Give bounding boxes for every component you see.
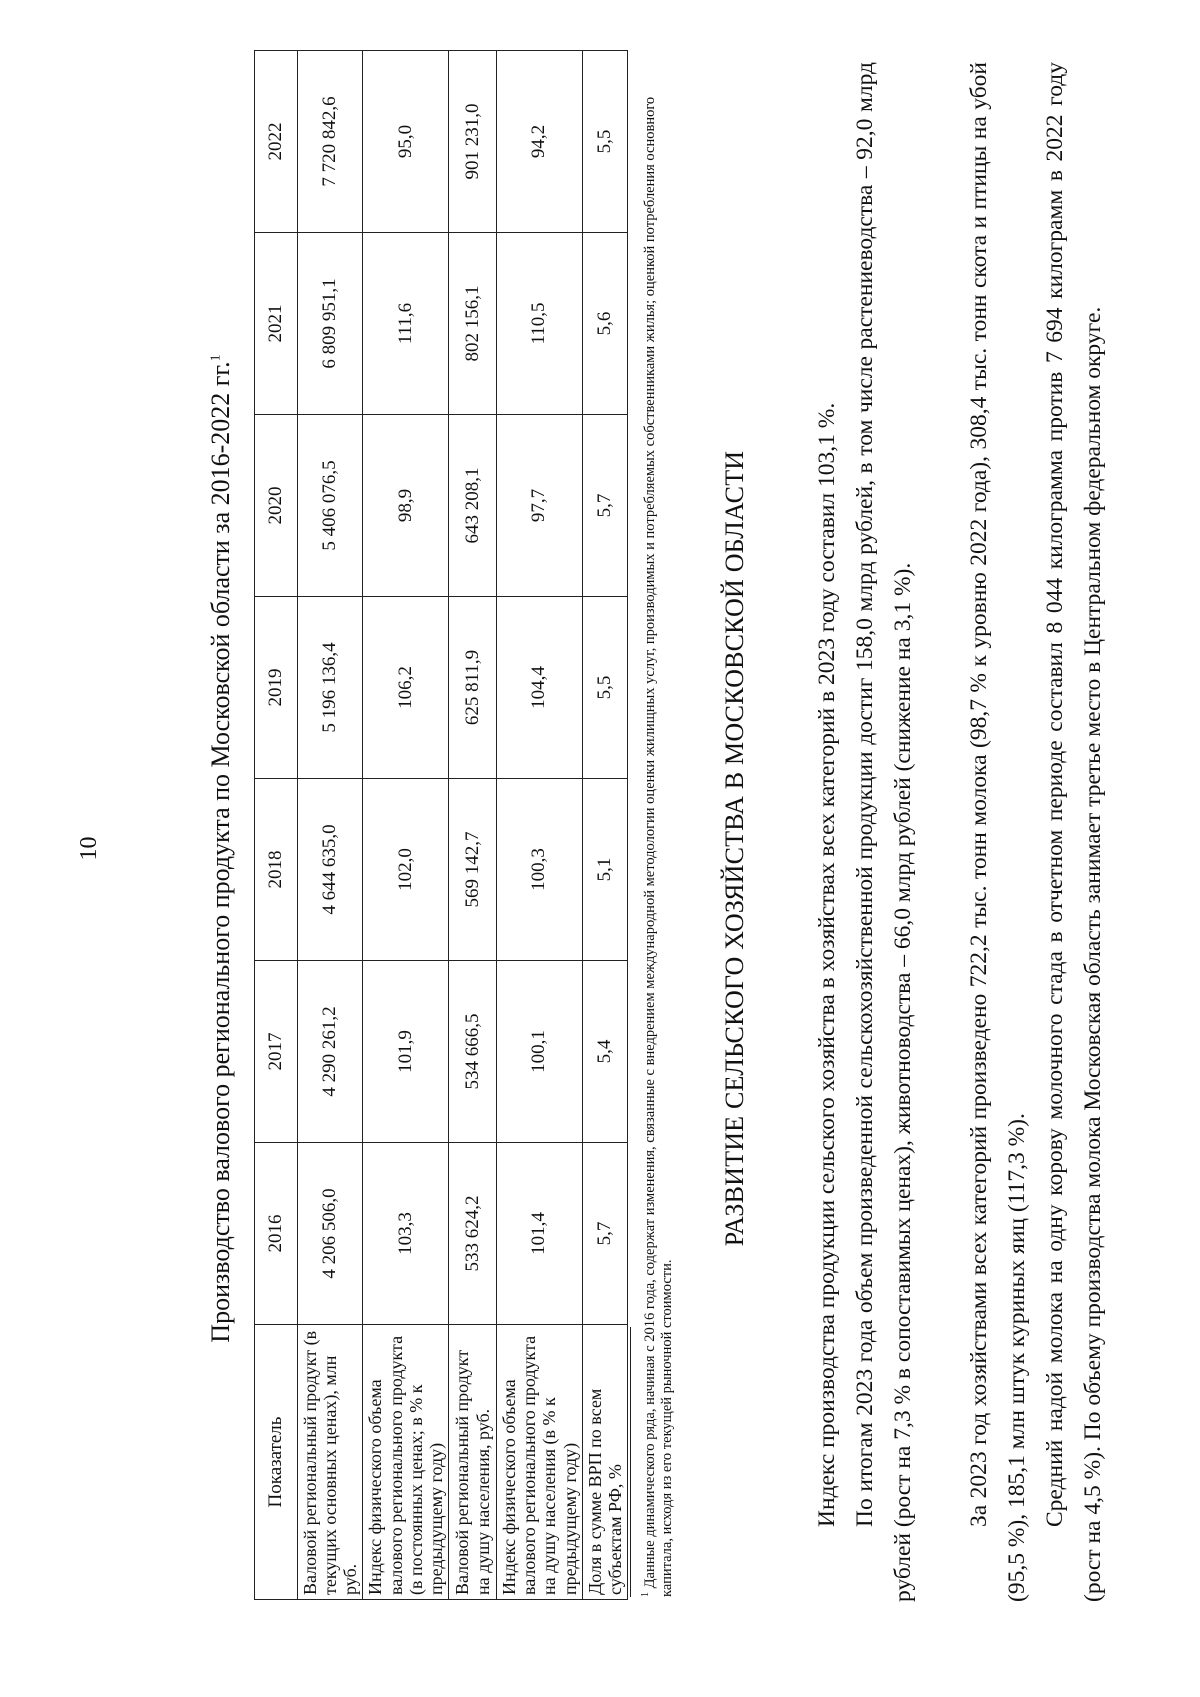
table-cell: 5 406 076,5 (298, 415, 363, 597)
table-row (298, 51, 363, 1600)
table-cell: 6 809 951,1 (298, 233, 363, 415)
table-cell: 103,3 (363, 1143, 449, 1325)
table-cell: 4 644 635,0 (298, 779, 363, 961)
paragraph (960, 62, 1036, 1602)
table-header-row (255, 51, 298, 1600)
table-cell: 101,9 (363, 961, 449, 1143)
table-cell: 95,0 (363, 51, 449, 233)
table-row (582, 51, 627, 1600)
table-cell: 5,6 (582, 233, 627, 415)
table-cell: 101,4 (497, 1143, 583, 1325)
table-cell: 533 624,2 (449, 1143, 497, 1325)
table-cell: 98,9 (363, 415, 449, 597)
row-label: Индекс физического объема валового регионального продукта (в постоянных ценах; в % к предыдущему году) (363, 1325, 449, 1600)
table-cell: 625 811,9 (449, 597, 497, 779)
section-heading: РАЗВИТИЕ СЕЛЬСКОГО ХОЗЯЙСТВА В МОСКОВСКОЙ ОБЛАСТИ (720, 450, 749, 1247)
table-cell: 5,4 (582, 961, 627, 1143)
table-cell: 4 206 506,0 (298, 1143, 363, 1325)
table-cell: 111,6 (363, 233, 449, 415)
table-title (206, 0, 236, 1697)
header-indicator: Показатель (255, 1325, 298, 1600)
table-cell: 569 142,7 (449, 779, 497, 961)
table-cell: 5,5 (582, 51, 627, 233)
gdp-table (254, 50, 628, 1600)
header-year: 2018 (255, 779, 298, 961)
table-cell: 534 666,5 (449, 961, 497, 1143)
row-label: Валовой региональный продукт на душу населения, руб. (449, 1325, 497, 1600)
table-cell: 802 156,1 (449, 233, 497, 415)
row-label: Валовой региональный продукт (в текущих основных ценах), млн руб. (298, 1325, 363, 1600)
table-cell: 5,7 (582, 415, 627, 597)
table-cell: 100,3 (497, 779, 583, 961)
header-year: 2021 (255, 233, 298, 415)
table-cell: 102,0 (363, 779, 449, 961)
table-cell: 5,1 (582, 779, 627, 961)
header-year: 2022 (255, 51, 298, 233)
table-cell: 5 196 136,4 (298, 597, 363, 779)
table-cell: 4 290 261,2 (298, 961, 363, 1143)
table-cell: 110,5 (497, 233, 583, 415)
header-year: 2017 (255, 961, 298, 1143)
table-cell: 97,7 (497, 415, 583, 597)
page-number: 10 (76, 836, 102, 861)
paragraph (1036, 62, 1112, 1602)
row-label: Доля в сумме ВРП по всем субъектам РФ, % (582, 1325, 627, 1600)
header-year: 2016 (255, 1143, 298, 1325)
table-cell: 5,7 (582, 1143, 627, 1325)
footnote (640, 67, 676, 1597)
table-cell: 94,2 (497, 51, 583, 233)
table-cell: 106,2 (363, 597, 449, 779)
table-cell: 100,1 (497, 961, 583, 1143)
table-cell: 901 231,0 (449, 51, 497, 233)
table-title-footnote-mark: 1 (208, 354, 224, 362)
table-row (363, 51, 449, 1600)
table-cell: 7 720 842,6 (298, 51, 363, 233)
table-title-text: Производство валового регионального продукта по Московской области за 2016-2022 гг. (206, 361, 235, 1343)
footnote-separator (630, 1327, 631, 1597)
table-cell: 643 208,1 (449, 415, 497, 597)
footnote-mark: 1 (640, 1592, 651, 1597)
paragraph-text: Средний надой молока на одну корову молочного стада в отчетном периоде составил 8 044 килограмма против 7 694 килограмм в 2022 году (рост на 4,5 %). По объему производства молока Московская область занимает третье место в Центральном федеральном округе. (1042, 62, 1107, 1602)
table-cell: 5,5 (582, 597, 627, 779)
row-label: Индекс физического объема валового регионального продукта на душу населения (в % к предыдущему году) (497, 1325, 583, 1600)
paragraph-text: За 2023 год хозяйствами всех категорий произведено 722,2 тыс. тонн молока (98,7 % к уровню 2022 года), 308,4 тыс. тонн скота и птицы на убой (95,5 %), 185,1 млн штук куриных яиц (117,3 %). (966, 62, 1031, 1602)
header-year: 2019 (255, 597, 298, 779)
paragraph (808, 62, 846, 1602)
table-row (497, 51, 583, 1600)
footnote-text: Данные динамического ряда, начиная с 2016 года, содержат изменения, связанные с внедрением международной методологии оценки жилищных услуг, производимых и потребляемых собственниками жилья; оценкой потребления основного капитала, исходя из его текущей рыночной стоимости. (641, 96, 675, 1597)
paragraph-text: Индекс производства продукции сельского хозяйства в хозяйствах всех категорий в 2023 году составил 103,1 %. (814, 402, 840, 1527)
table-cell: 104,4 (497, 597, 583, 779)
paragraph-text: По итогам 2023 года объем произведенной сельскохозяйственной продукции достиг 158,0 млрд рублей, в том числе растениеводства – 92,0 млрд рублей (рост на 7,3 % в сопоставимых ценах), животноводства – 66,0 млрд рублей (снижение на 3,1 %). (852, 62, 917, 1602)
header-year: 2020 (255, 415, 298, 597)
paragraph (846, 62, 922, 1602)
table-row (449, 51, 497, 1600)
